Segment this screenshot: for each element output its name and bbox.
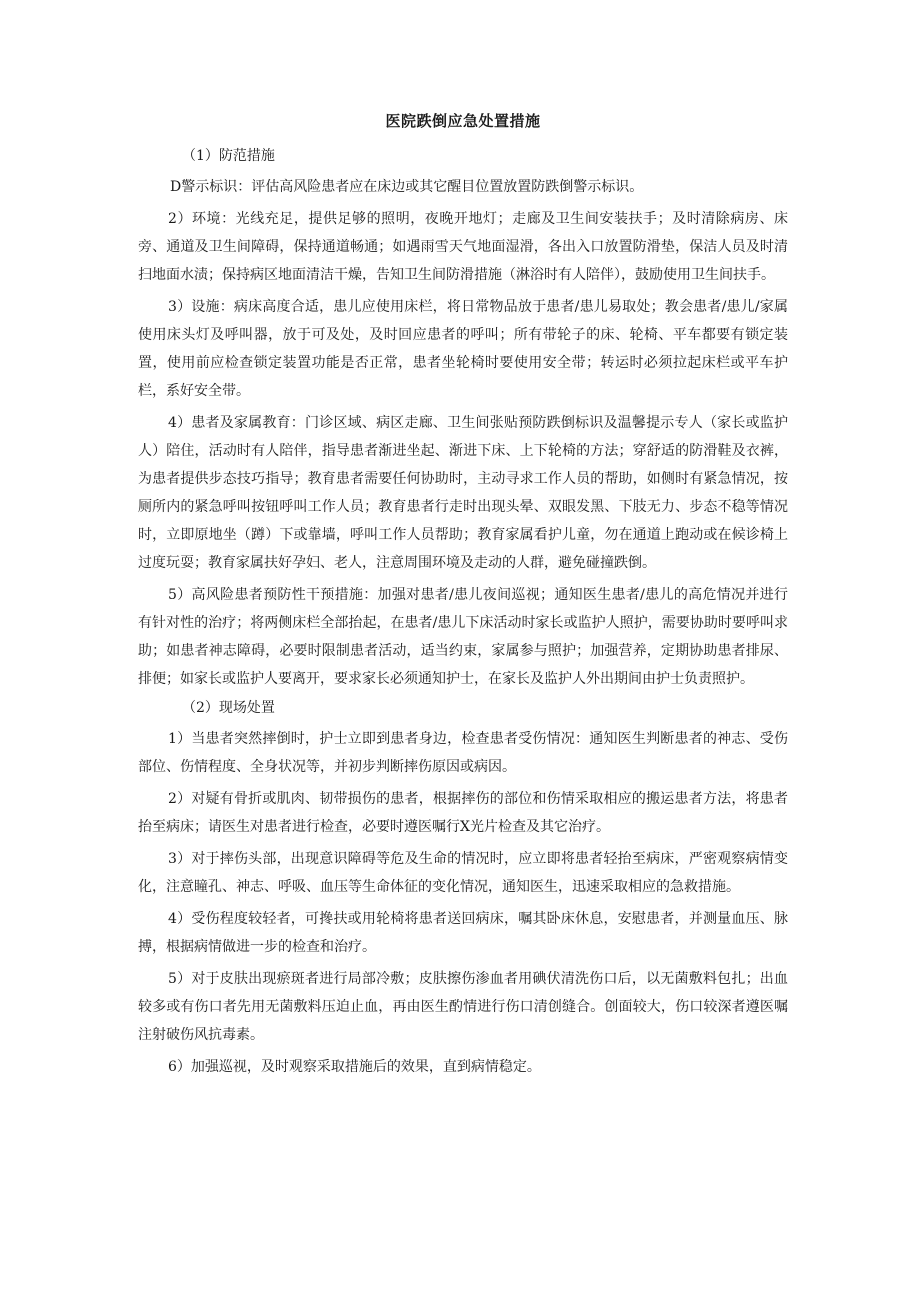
paragraph-high-risk: 5）高风险患者预防性干预措施：加强对患者/患儿夜间巡视；通知医生患者/患儿的高危情况并进行有针对性的治疗；将两侧床栏全部抬起，在患者/患儿下床活动时家长或监护人照护，需要协助时要呼叫求助；如患者神志障碍，必要时限制患者活动，适当约束，家属参与照护；加强营养，定期协助患者排尿、排便；如家长或监护人要离开，要求家长必须通知护士，在家长及监护人外出期间由护士负责照护。 <box>138 587 788 687</box>
section-heading: （2）现场处置 <box>182 700 275 716</box>
paragraph-step-4: 4）受伤程度较轻者，可搀扶或用轮椅将患者送回病床，嘱其卧床休息，安慰患者，并测量血压、脉搏，根据病情做进一步的检查和治疗。 <box>138 911 788 955</box>
section-onsite-handling <box>138 697 788 1081</box>
paragraph-step-5: 5）对于皮肤出现瘀斑者进行局部冷敷；皮肤擦伤渗血者用碘伏清洗伤口后，以无菌敷料包扎；出血较多或有伤口者先用无菌敷料压迫止血，再由医生酌情进行伤口清创缝合。创面较大，伤口较深者遵医嘱注射破伤风抗毒素。 <box>138 971 788 1043</box>
section-prevention <box>138 145 788 693</box>
paragraph-warning-sign: D警示标识：评估高风险患者应在床边或其它醒目位置放置防跌倒警示标识。 <box>170 179 644 195</box>
paragraph-step-6: 6）加强巡视，及时观察采取措施后的效果，直到病情稳定。 <box>168 1059 541 1075</box>
paragraph-facilities: 3）设施：病床高度合适，患儿应使用床栏，将日常物品放于患者/患儿易取处；教会患者/患儿/家属使用床头灯及呼叫器，放于可及处，及时回应患者的呼叫；所有带轮子的床、轮椅、平车都要有锁定装置，使用前应检查锁定装置功能是否正常，患者坐轮椅时要使用安全带；转运时必须拉起床栏或平车护栏，系好安全带。 <box>138 299 788 399</box>
paragraph-environment: 2）环境：光线充足，提供足够的照明，夜晚开地灯；走廊及卫生间安装扶手；及时清除病房、床旁、通道及卫生间障碍，保持通道畅通；如遇雨雪天气地面湿滑，各出入口放置防滑垫，保洁人员及时清扫地面水渍；保持病区地面清洁干燥，告知卫生间防滑措施（淋浴时有人陪伴），鼓励使用卫生间扶手。 <box>138 211 788 283</box>
paragraph-step-1: 1）当患者突然摔倒时，护士立即到患者身边，检查患者受伤情况：通知医生判断患者的神志、受伤部位、伤情程度、全身状况等，并初步判断摔伤原因或病因。 <box>138 731 788 775</box>
paragraph-step-2: 2）对疑有骨折或肌肉、韧带损伤的患者，根据摔伤的部位和伤情采取相应的搬运患者方法，将患者抬至病床；请医生对患者进行检查，必要时遵医嘱行X光片检查及其它治疗。 <box>138 791 788 835</box>
section-heading: （1）防范措施 <box>182 148 275 164</box>
document-title: 医院跌倒应急处置措施 <box>385 112 541 130</box>
paragraph-education: 4）患者及家属教育：门诊区域、病区走廊、卫生间张贴预防跌倒标识及温馨提示专人（家长或监护人）陪住，活动时有人陪伴，指导患者渐进坐起、渐进下床、上下轮椅的方法；穿舒适的防滑鞋及衣裤，为患者提供步态技巧指导；教育患者需要任何协助时，主动寻求工作人员的帮助，如侧时有紧急情况，按厕所内的紧急呼叫按钮呼叫工作人员；教育患者行走时出现头晕、双眼发黑、下肢无力、步态不稳等情况时，立即原地坐（蹲）下或靠墙，呼叫工作人员帮助；教育家属看护儿童，勿在通道上跑动或在候诊椅上过度玩耍；教育家属扶好孕妇、老人，注意周围环境及走动的人群，避免碰撞跌倒。 <box>138 415 788 571</box>
paragraph-step-3: 3）对于摔伤头部，出现意识障碍等危及生命的情况时，应立即将患者轻抬至病床，严密观察病情变化，注意瞳孔、神志、呼吸、血压等生命体征的变化情况，通知医生，迅速采取相应的急救措施。 <box>138 851 788 895</box>
document-body <box>138 110 788 1085</box>
